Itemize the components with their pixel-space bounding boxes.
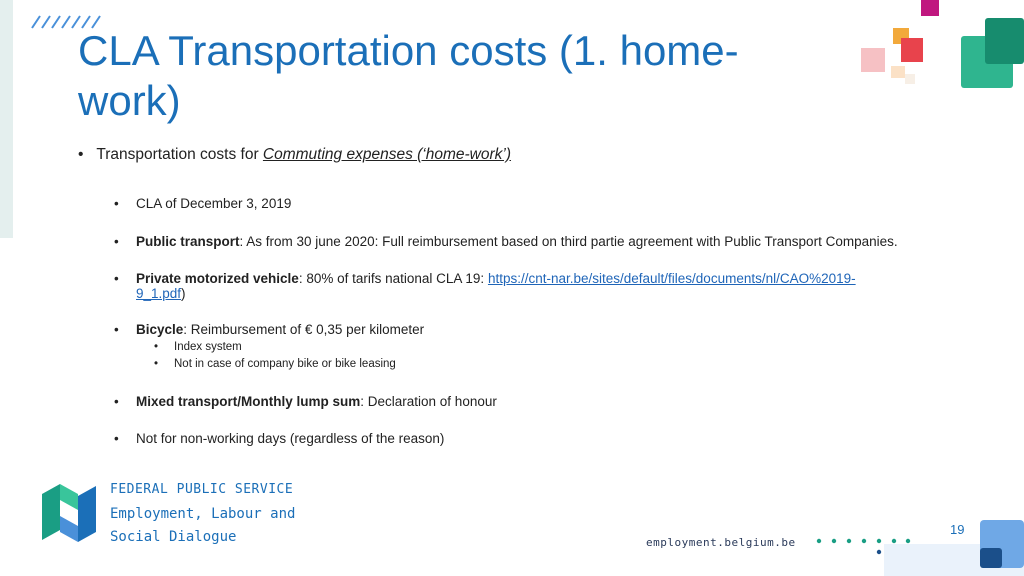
intro-link: Commuting expenses (‘home-work’)	[262, 146, 512, 163]
item-bold: Public transport	[136, 234, 240, 249]
item-text: CLA of December 3, 2019	[136, 196, 292, 211]
bullet: •	[154, 341, 159, 353]
item-bold: Mixed transport/Monthly lump sum	[136, 394, 361, 409]
bullet: •	[78, 146, 84, 163]
sub-item	[154, 358, 396, 370]
cla19-link-cont[interactable]: 9_1.pdf	[136, 286, 182, 301]
bullet: •	[114, 271, 119, 286]
fps-logo-icon	[38, 480, 100, 546]
item-text: : 80% of tarifs national CLA 19:	[298, 271, 488, 286]
item-text: : Reimbursement of € 0,35 per kilometer	[183, 322, 425, 337]
bullet: •	[114, 196, 119, 211]
sub-item	[154, 341, 242, 353]
squares-decoration	[855, 0, 1024, 92]
page-number: 19	[950, 522, 965, 537]
item-after: )	[181, 286, 186, 301]
corner-decoration	[884, 516, 1024, 576]
intro-bullet	[78, 146, 511, 164]
item-bold: Private motorized vehicle	[136, 271, 299, 286]
intro-text: Transportation costs for	[96, 146, 263, 163]
org-line3: Social Dialogue	[110, 529, 237, 545]
org-line1: FEDERAL PUBLIC SERVICE	[110, 482, 294, 497]
cla19-link[interactable]: https://cnt-nar.be/sites/default/files/documents/nl/CAO%2019-	[487, 271, 856, 286]
item-bold: Bicycle	[136, 322, 184, 337]
sub-item-text: Index system	[174, 341, 242, 353]
bullet: •	[114, 322, 119, 337]
sub-item-text: Not in case of company bike or bike leasing	[174, 358, 396, 370]
item-text: : Declaration of honour	[360, 394, 497, 409]
org-line2: Employment, Labour and	[110, 506, 296, 522]
item-text: Not for non-working days (regardless of the reason)	[136, 431, 445, 446]
left-accent-bar	[0, 0, 13, 238]
bullet: •	[114, 394, 119, 409]
item-text: : As from 30 june 2020: Full reimbursement based on third partie agreement with Public Transport Companies.	[239, 234, 898, 249]
slide-title: CLA Transportation costs (1. home-work)	[78, 27, 739, 124]
bullet: •	[114, 234, 119, 249]
bullet: •	[114, 431, 119, 446]
org-name	[110, 482, 295, 549]
bullet: •	[154, 358, 159, 370]
website-url: employment.belgium.be	[646, 536, 796, 549]
